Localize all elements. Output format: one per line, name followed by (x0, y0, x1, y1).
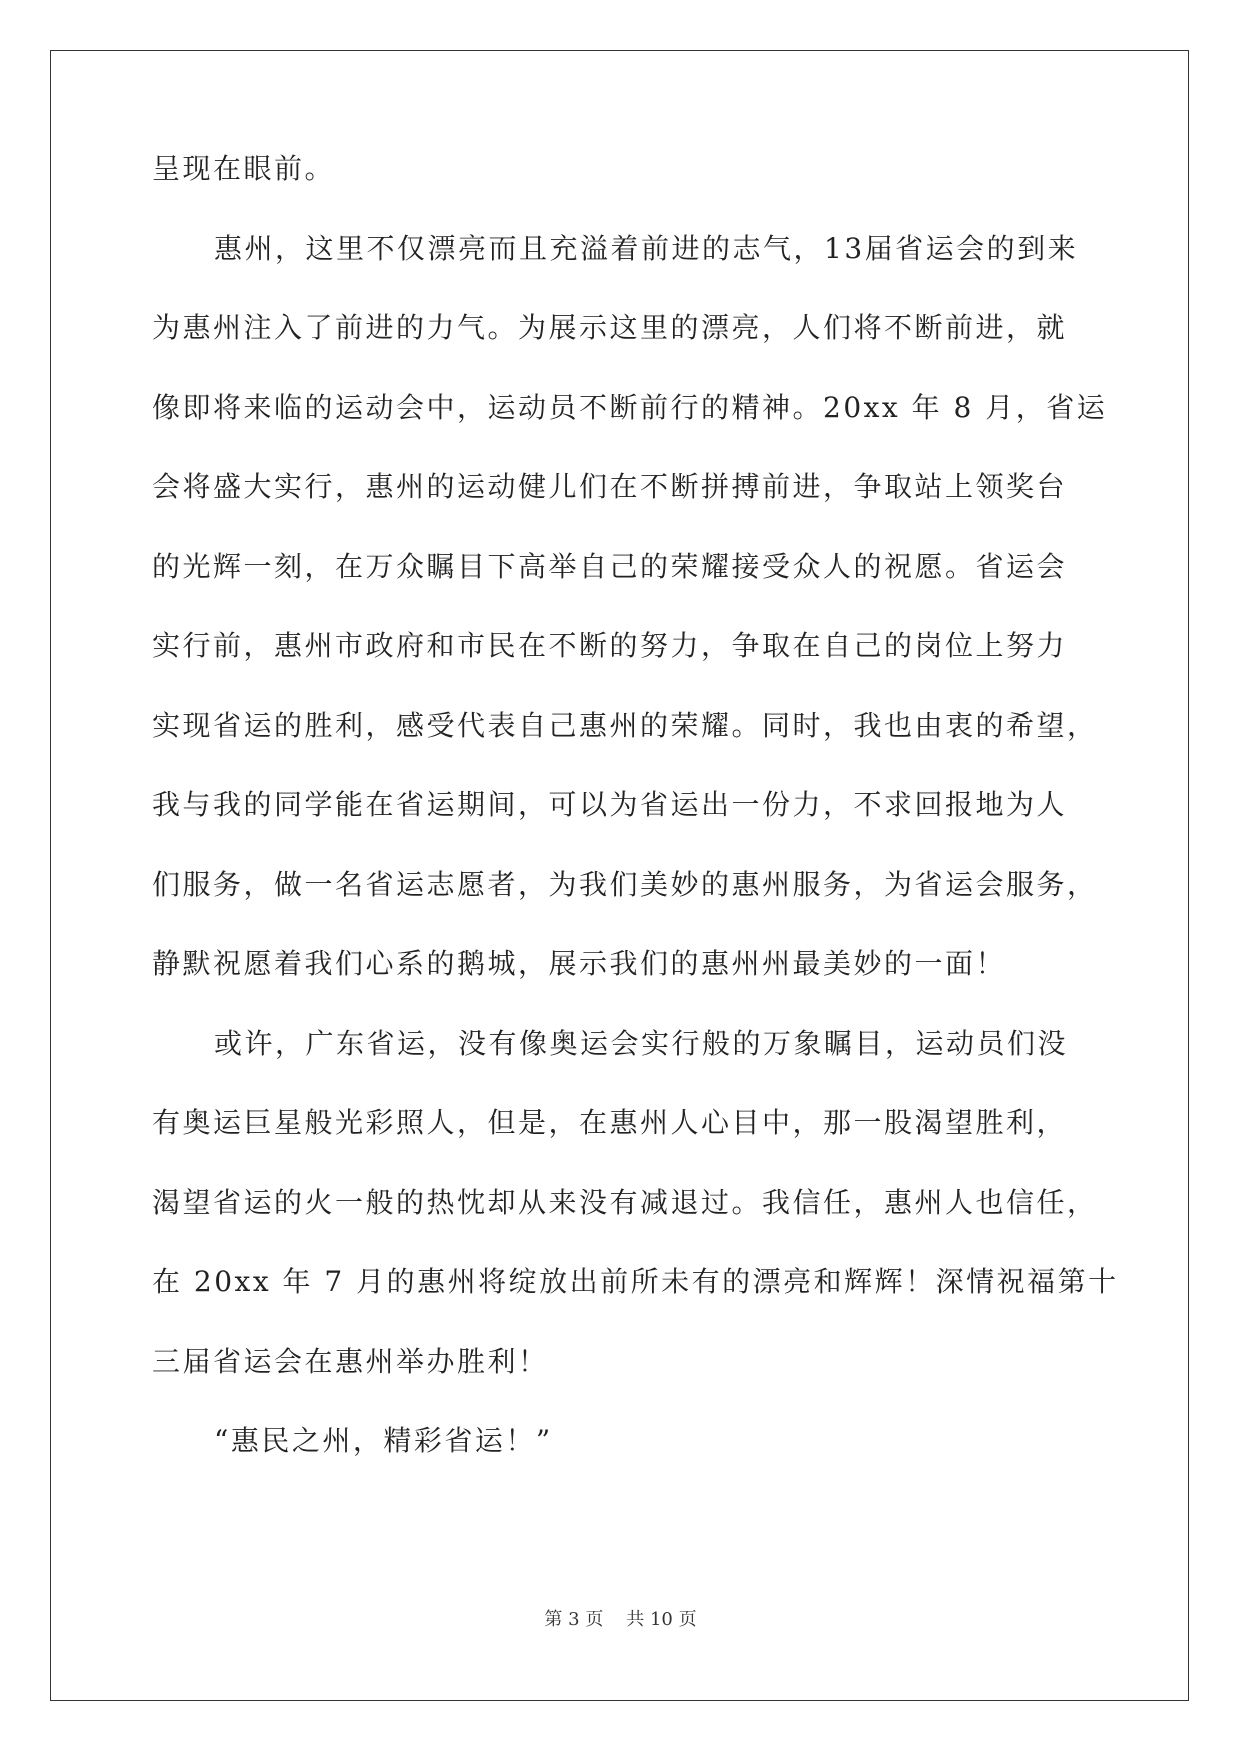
text-line: 惠州，这里不仅漂亮而且充溢着前进的志气，13届省运会的到来 (214, 231, 1079, 265)
text-line: 在 20xx 年 7 月的惠州将绽放出前所未有的漂亮和辉辉！深情祝福第十 (152, 1265, 1119, 1298)
page-total: 共 10 页 (626, 1609, 697, 1630)
text-line: 为惠州注入了前进的力气。为展示这里的漂亮，人们将不断前进，就 (152, 311, 1068, 344)
text-line: 的光辉一刻，在万众瞩目下高举自己的荣耀接受众人的祝愿。省运会 (152, 549, 1068, 583)
text-line: 像即将来临的运动会中，运动员不断前行的精神。20xx 年 8 月，省运 (152, 390, 1108, 424)
text-line: 呈现在眼前。 (152, 152, 336, 185)
text-line: 实现省运的胜利，感受代表自己惠州的荣耀。同时，我也由衷的希望， (152, 708, 1098, 742)
text-line: 会将盛大实行，惠州的运动健儿们在不断拼搏前进，争取站上领奖台 (152, 470, 1068, 503)
text-line: “惠民之州，精彩省运！” (214, 1424, 553, 1457)
text-line: 我与我的同学能在省运期间，可以为省运出一份力，不求回报地为人 (152, 788, 1068, 821)
text-line: 们服务，做一名省运志愿者，为我们美妙的惠州服务，为省运会服务， (152, 867, 1098, 901)
page-footer (0, 1605, 1241, 1631)
text-line: 有奥运巨星般光彩照人，但是，在惠州人心目中，那一股渴望胜利， (152, 1106, 1068, 1139)
text-line: 实行前，惠州市政府和市民在不断的努力，争取在自己的岗位上努力 (152, 629, 1068, 662)
text-line: 静默祝愿着我们心系的鹅城，展示我们的惠州州最美妙的一面！ (152, 947, 1007, 980)
text-line: 或许，广东省运，没有像奥运会实行般的万象瞩目，运动员们没 (214, 1026, 1069, 1060)
page-number: 第 3 页 (544, 1609, 604, 1630)
text-line: 三届省运会在惠州举办胜利！ (152, 1344, 549, 1378)
text-line: 渴望省运的火一般的热忱却从来没有减退过。我信任，惠州人也信任， (152, 1185, 1098, 1219)
document-body (152, 151, 1119, 1503)
